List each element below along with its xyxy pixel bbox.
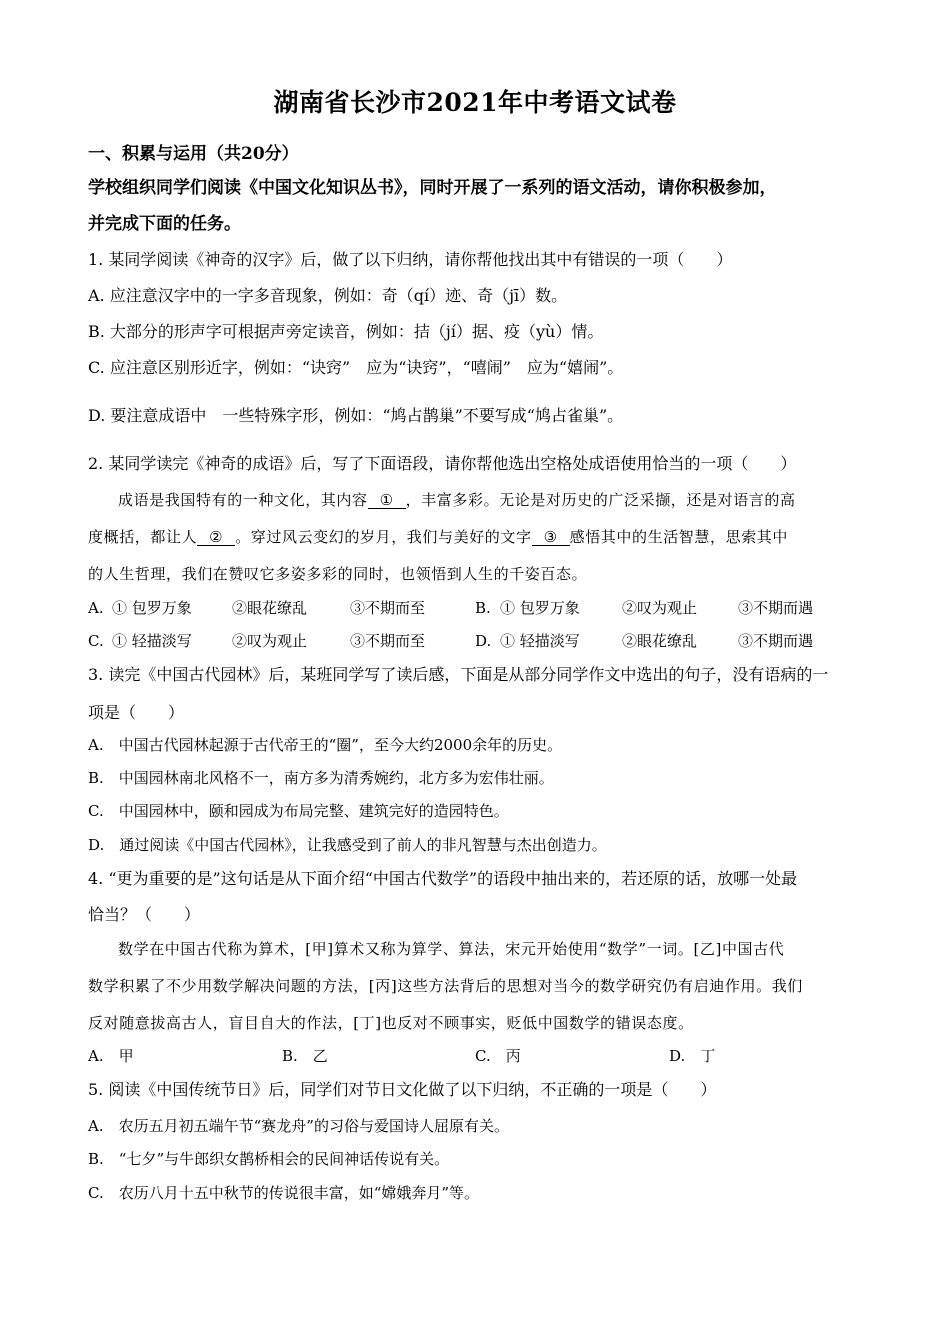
- blank-1: ①: [368, 493, 406, 509]
- question-4-option-c: C. 丙: [475, 1047, 521, 1065]
- section-intro-line1: 学校组织同学们阅读《中国文化知识丛书》，同时开展了一系列的语文活动，请你积极参加，: [88, 178, 777, 198]
- passage-text: 。穿过风云变幻的岁月，我们与美好的文字: [235, 528, 532, 546]
- question-2-passage-line1: [118, 493, 796, 509]
- passage-text: 成语是我国特有的一种文化，其内容: [118, 491, 368, 509]
- q2-option-c-1: ① 轻描淡写: [112, 632, 192, 650]
- q2-option-b-2: ②叹为观止: [622, 599, 698, 617]
- question-4-option-a: A. 甲: [88, 1047, 134, 1065]
- question-2-stem: 2. 某同学读完《神奇的成语》后，写了下面语段，请你帮他选出空格处成语使用恰当的一项（ ）: [88, 454, 797, 473]
- q2-option-b-letter: B.: [475, 599, 491, 617]
- question-3-stem-line1: 3. 读完《中国古代园林》后，某班同学写了读后感，下面是从部分同学作文中选出的句子，没有语病的一: [88, 665, 829, 684]
- q2-option-a-letter: A.: [88, 599, 104, 617]
- question-2-passage-line3: 的人生哲理，我们在赞叹它多姿多彩的同时，也领悟到人生的千姿百态。: [88, 565, 588, 583]
- question-5-option-a: A. 农历五月初五端午节“赛龙舟”的习俗与爱国诗人屈原有关。: [88, 1117, 509, 1135]
- question-4-stem-line1: 4. “更为重要的是”这句话是从下面介绍“中国古代数学”的语段中抽出来的，若还原的话，放哪一处最: [88, 869, 798, 888]
- question-3-option-b: B. 中国园林南北风格不一，南方多为清秀婉约，北方多为宏伟壮丽。: [88, 769, 554, 787]
- question-2-passage-line2: [88, 530, 788, 546]
- question-1-option-c: C. 应注意区别形近字，例如：“诀窍” 应为“诀窍”，“嘻闹” 应为“嬉闹”。: [88, 358, 624, 377]
- q2-option-c-2: ②叹为观止: [232, 632, 308, 650]
- question-3-option-a: A. 中国古代园林起源于古代帝王的“圈”，至今大约2000余年的历史。: [88, 736, 563, 754]
- question-3-stem-line2: 项是（ ）: [88, 703, 185, 722]
- blank-2: ②: [197, 530, 235, 546]
- question-5-option-b: B. “七夕”与牛郎织女鹊桥相会的民间神话传说有关。: [88, 1150, 450, 1168]
- q2-option-d-3: ③不期而遇: [738, 632, 814, 650]
- q2-option-d-2: ②眼花缭乱: [622, 632, 698, 650]
- question-1-stem: 1. 某同学阅读《神奇的汉字》后，做了以下归纳，请你帮他找出其中有错误的一项（ ）: [88, 250, 733, 269]
- question-1-option-a: A. 应注意汉字中的一字多音现象，例如：奇（qí）迹、奇（jī）数。: [88, 286, 568, 305]
- section-intro-line2: 并完成下面的任务。: [88, 214, 241, 234]
- q2-option-a-2: ②眼花缭乱: [232, 599, 308, 617]
- question-4-passage-line1: 数学在中国古代称为算术，[甲]算术又称为算学、算法，宋元开始使用“数学”一词。[乙]中国古代: [118, 940, 785, 958]
- passage-text: ，丰富多彩。无论是对历史的广泛采撷，还是对语言的高: [405, 491, 796, 509]
- q2-option-d-letter: D.: [475, 632, 492, 650]
- question-5-option-c: C. 农历八月十五中秋节的传说很丰富，如“嫦娥奔月”等。: [88, 1184, 480, 1202]
- q2-option-c-letter: C.: [88, 632, 104, 650]
- page-title: 湖南省长沙市2021年中考语文试卷: [273, 88, 677, 117]
- section-heading: 一、积累与运用（共20分）: [88, 144, 299, 164]
- q2-option-b-1: ① 包罗万象: [500, 599, 580, 617]
- question-4-option-d: D. 丁: [669, 1047, 716, 1065]
- question-1-option-b: B. 大部分的形声字可根据声旁定读音，例如：拮（jí）据、疫（yù）情。: [88, 322, 604, 341]
- passage-text: 度概括，都让人: [88, 528, 198, 546]
- question-4-passage-line3: 反对随意拔高古人，盲目自大的作法，[丁]也反对不顾事实，贬低中国数学的错误态度。: [88, 1014, 694, 1032]
- question-5-stem: 5. 阅读《中国传统节日》后，同学们对节日文化做了以下归纳，不正确的一项是（ ）: [88, 1080, 717, 1099]
- q2-option-b-3: ③不期而遇: [738, 599, 814, 617]
- question-4-stem-line2: 恰当？（ ）: [88, 905, 201, 924]
- question-1-option-d: D. 要注意成语中 一些特殊字形，例如：“鸠占鹊巢”不要写成“鸠占雀巢”。: [88, 406, 624, 425]
- blank-3: ③: [532, 530, 570, 546]
- question-4-passage-line2: 数学积累了不少用数学解决问题的方法，[丙]这些方法背后的思想对当今的数学研究仍有启迪作用。我们: [88, 977, 803, 995]
- passage-text: 感悟其中的生活智慧，思索其中: [569, 528, 789, 546]
- q2-option-c-3: ③不期而至: [350, 632, 426, 650]
- question-3-option-c: C. 中国园林中，颐和园成为布局完整、建筑完好的造园特色。: [88, 802, 509, 820]
- q2-option-d-1: ① 轻描淡写: [500, 632, 580, 650]
- question-3-option-d: D. 通过阅读《中国古代园林》，让我感受到了前人的非凡智慧与杰出创造力。: [88, 836, 607, 854]
- q2-option-a-1: ① 包罗万象: [112, 599, 192, 617]
- question-4-option-b: B. 乙: [282, 1047, 328, 1065]
- q2-option-a-3: ③不期而至: [350, 599, 426, 617]
